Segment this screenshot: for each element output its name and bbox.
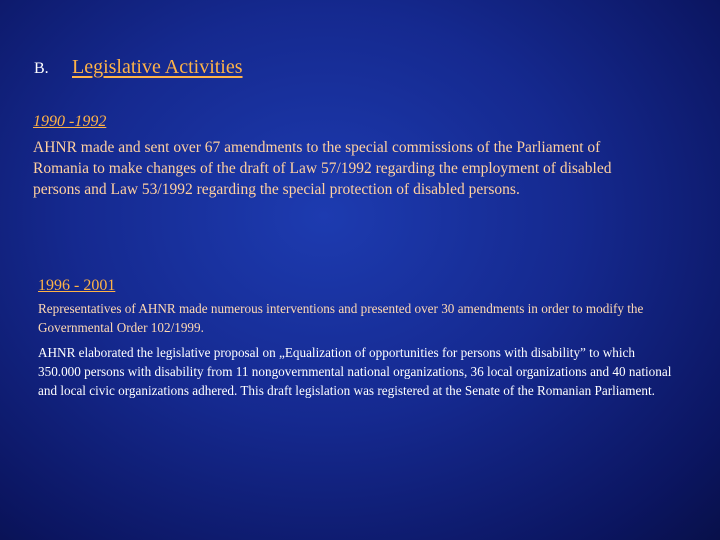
section-1990-1992 bbox=[33, 113, 643, 200]
period-1990-1992: 1990 -1992 bbox=[33, 113, 107, 130]
period-1996-2001: 1996 - 2001 bbox=[38, 277, 116, 294]
section-heading bbox=[34, 56, 243, 79]
section-title: Legislative Activities bbox=[72, 56, 243, 78]
paragraph-legislative-proposal: AHNR elaborated the legislative proposal on „Equalization of opportunities for persons with disability” to which 350.000 persons with disability from 11 nongovernmental national organizations, 36 local organizations and 40 national and local civic organizations adhered. This draft legislation was registered at the Senate of the Romanian Parliament. bbox=[38, 345, 672, 398]
section-1996-2001 bbox=[38, 277, 678, 400]
section-letter: B. bbox=[34, 60, 49, 77]
paragraph-amendments-1992: AHNR made and sent over 67 amendments to the special commissions of the Parliament of Romania to make changes of the draft of Law 57/1992 regarding the employment of disabled persons and Law 53/1992 regarding the special protection of disabled persons. bbox=[33, 139, 612, 198]
paragraph-interventions: Representatives of AHNR made numerous interventions and presented over 30 amendments in order to modify the Governmental Order 102/1999. bbox=[38, 301, 644, 335]
